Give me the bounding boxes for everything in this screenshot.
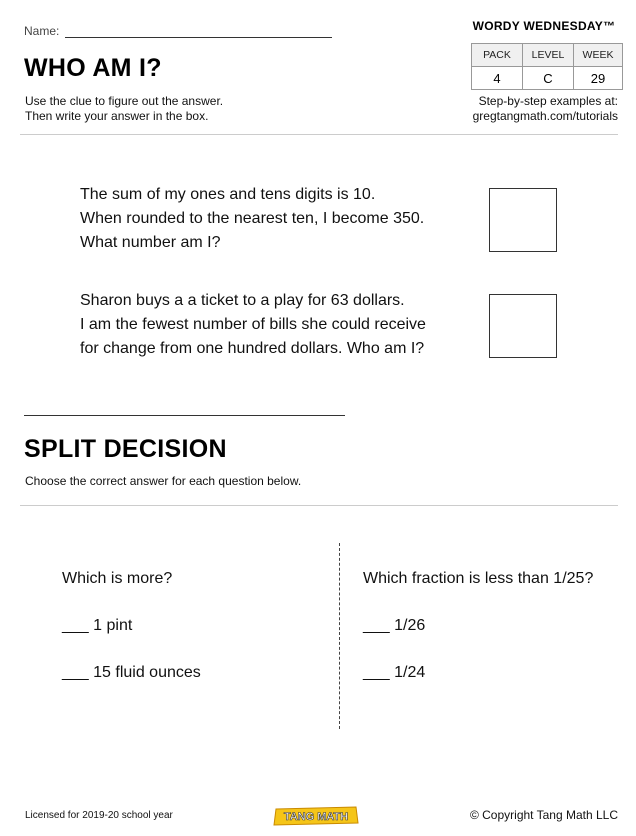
meta-value-level: C	[523, 67, 574, 90]
clue-1-line-3: What number am I?	[80, 234, 221, 251]
section-divider	[24, 415, 345, 416]
meta-header-level: LEVEL	[523, 44, 574, 67]
left-option-1[interactable]: ___ 1 pint	[62, 617, 133, 634]
meta-header-week: WEEK	[574, 44, 623, 67]
license-text: Licensed for 2019-20 school year	[25, 810, 173, 821]
answer-box-1[interactable]	[489, 188, 557, 252]
section-rule-bottom	[20, 505, 618, 506]
column-divider	[339, 543, 340, 729]
name-label: Name:	[24, 24, 60, 38]
split-decision-instructions: Choose the correct answer for each question below.	[25, 474, 302, 488]
right-option-1[interactable]: ___ 1/26	[363, 617, 426, 634]
brand-title: WORDY WEDNESDAY™	[472, 19, 616, 33]
clue-1-line-2: When rounded to the nearest ten, I become 350.	[80, 210, 425, 227]
left-option-2[interactable]: ___ 15 fluid ounces	[62, 664, 201, 681]
clue-2-line-3: for change from one hundred dollars. Who am I?	[80, 340, 425, 357]
tang-math-logo	[272, 806, 360, 826]
right-option-2[interactable]: ___ 1/24	[363, 664, 426, 681]
instructions	[25, 94, 223, 124]
answer-box-2[interactable]	[489, 294, 557, 358]
instruction-line-2: Then write your answer in the box.	[25, 109, 209, 123]
section-title-split-decision: SPLIT DECISION	[24, 435, 227, 463]
clue-1	[80, 183, 424, 255]
step-by-step-note	[473, 94, 618, 124]
copyright-text: © Copyright Tang Math LLC	[469, 808, 618, 822]
logo-text: TANG MATH	[283, 811, 349, 823]
clue-2-line-2: I am the fewest number of bills she could receive	[80, 316, 426, 333]
meta-header-pack: PACK	[472, 44, 523, 67]
meta-value-pack: 4	[472, 67, 523, 90]
clue-2	[80, 289, 426, 361]
name-input-line[interactable]	[65, 37, 332, 38]
clue-2-line-1: Sharon buys a a ticket to a play for 63 dollars.	[80, 292, 405, 309]
meta-value-week: 29	[574, 67, 623, 90]
step-line-2: gregtangmath.com/tutorials	[472, 109, 618, 123]
page-title: WHO AM I?	[24, 54, 162, 82]
meta-table	[471, 43, 623, 90]
right-question: Which fraction is less than 1/25?	[363, 570, 594, 587]
instruction-line-1: Use the clue to figure out the answer.	[25, 94, 224, 108]
left-question: Which is more?	[62, 570, 173, 587]
step-line-1: Step-by-step examples at:	[478, 94, 618, 108]
clue-1-line-1: The sum of my ones and tens digits is 10.	[80, 186, 376, 203]
section-rule-top	[20, 134, 618, 135]
